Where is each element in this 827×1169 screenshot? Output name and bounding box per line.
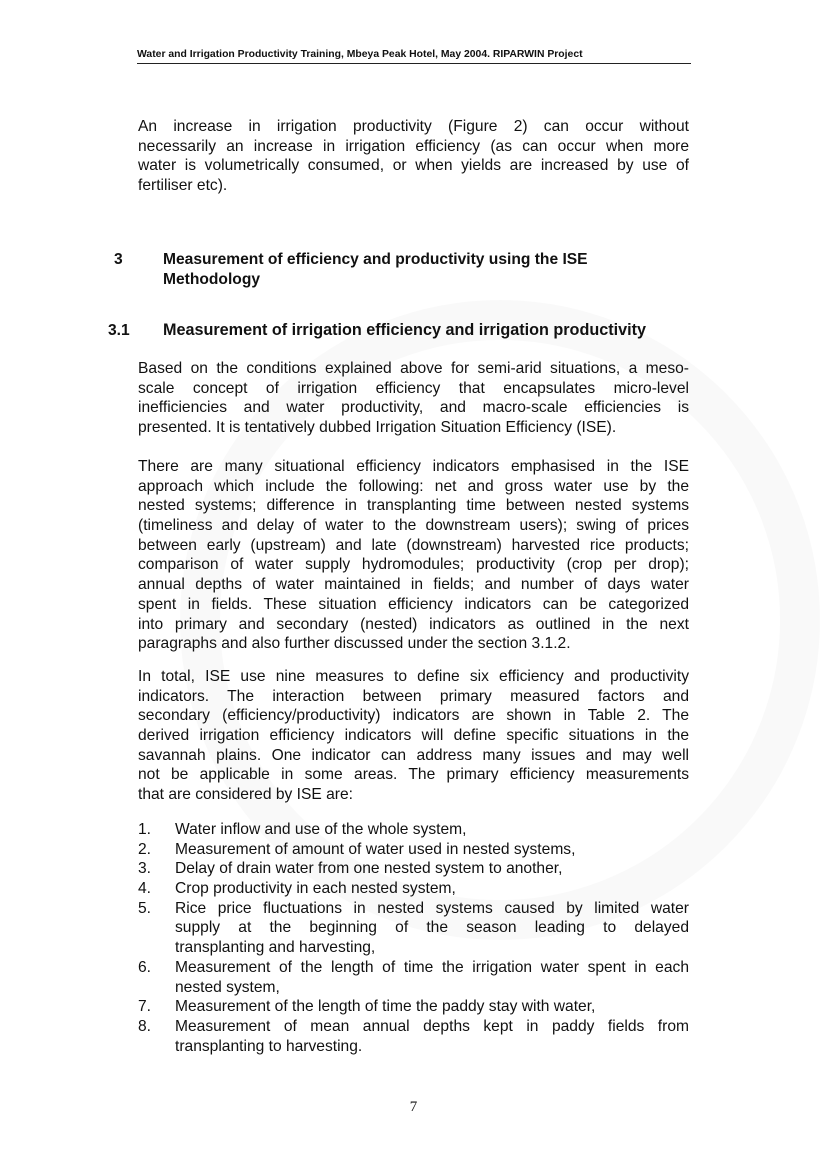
text-line: Measurement of mean annual depths kept in paddy fields from (175, 1018, 689, 1035)
section-3-1-title: Measurement of irrigation efficiency and irrigation productivity (163, 321, 647, 339)
text-line: indicators. The interaction between primary measured factors and (138, 687, 689, 705)
text-line: An increase in irrigation productivity (Figure 2) can occur without (138, 118, 689, 135)
list-item (138, 997, 689, 1017)
text-line: secondary (efficiency/productivity) indicators are shown in Table 2. The (138, 707, 689, 725)
list-number: 5. (138, 899, 152, 917)
text-line: transplanting and harvesting, (175, 939, 376, 957)
text-line: Based on the conditions explained above for semi-arid situations, a meso- (138, 360, 689, 377)
text-line: (timeliness and delay of water to the downstream users); swing of prices (138, 517, 689, 535)
list-number: 7. (138, 998, 152, 1016)
text-line: approach which include the following: net and gross water use by the (138, 477, 689, 495)
text-line: Measurement of amount of water used in nested systems, (175, 840, 576, 858)
text-line: comparison of water supply hydromodules; productivity (crop per drop); (138, 556, 689, 574)
text-line: There are many situational efficiency indicators emphasised in the ISE (138, 458, 689, 475)
list-item (138, 958, 689, 997)
text-line: Measurement of the length of time the irrigation water spent in each (175, 958, 689, 976)
section-3-title (163, 250, 588, 289)
list-number: 8. (138, 1018, 152, 1035)
list-number: 4. (138, 880, 152, 898)
list-number: 6. (138, 958, 152, 976)
list-item (138, 899, 689, 958)
text-line: transplanting to harvesting. (175, 1037, 363, 1055)
text-line: Delay of drain water from one nested system to another, (175, 860, 563, 878)
intro-paragraph (138, 117, 689, 196)
list-item (138, 1017, 689, 1056)
text-line: scale concept of irrigation efficiency that encapsulates micro-level (138, 379, 689, 397)
page-number: 7 (409, 1099, 418, 1115)
list-text (175, 997, 689, 1017)
list-number: 1. (138, 821, 152, 838)
text-line: Measurement of the length of time the paddy stay with water, (175, 998, 596, 1016)
list-text (175, 1017, 689, 1056)
text-line: that are considered by ISE are: (138, 786, 353, 804)
title-line: Measurement of efficiency and productivity using the ISE (163, 251, 588, 268)
paragraph-1 (138, 359, 689, 438)
list-item (138, 879, 689, 899)
list-item (138, 840, 689, 860)
list-item (138, 820, 689, 840)
list-text (175, 859, 689, 879)
text-line: derived irrigation efficiency indicators will define specific situations in the (138, 727, 689, 745)
section-3-number: 3 (114, 251, 123, 268)
list-number: 3. (138, 860, 152, 878)
section-3-1-number: 3.1 (108, 322, 130, 339)
list-number: 2. (138, 840, 152, 858)
paragraph-2 (138, 457, 689, 654)
text-line: paragraphs and also further discussed under the section 3.1.2. (138, 635, 571, 653)
text-line: nested systems; difference in transplanting time between nested systems (138, 497, 689, 515)
text-line: Rice price fluctuations in nested systems caused by limited water (175, 899, 689, 917)
list-text (175, 820, 689, 840)
text-line: not be applicable in some areas. The primary efficiency measurements (138, 766, 689, 784)
text-line: annual depths of water maintained in fields; and number of days water (138, 576, 689, 594)
text-line: Crop productivity in each nested system, (175, 880, 456, 898)
text-line: between early (upstream) and late (downstream) harvested rice products; (138, 536, 689, 554)
text-line: supply at the beginning of the season leading to delayed (175, 919, 689, 937)
text-line: inefficiencies and water productivity, and macro-scale efficiencies is (138, 399, 689, 417)
text-line: nested system, (175, 978, 280, 996)
paragraph-3 (138, 667, 689, 805)
list-text (175, 958, 689, 997)
text-line: spent in fields. These situation efficiency indicators can be categorized (138, 595, 689, 613)
text-line: In total, ISE use nine measures to define six efficiency and productivity (138, 668, 689, 685)
text-line: water is volumetrically consumed, or when yields are increased by use of (138, 157, 689, 175)
text-line: presented. It is tentatively dubbed Irrigation Situation Efficiency (ISE). (138, 419, 617, 437)
text-line: Water inflow and use of the whole system, (175, 821, 467, 838)
running-header: Water and Irrigation Productivity Training, Mbeya Peak Hotel, May 2004. RIPARWIN Project (137, 49, 691, 64)
list-text (175, 840, 689, 860)
text-line: savannah plains. One indicator can address many issues and may well (138, 746, 689, 764)
text-line: necessarily an increase in irrigation efficiency (as can occur when more (138, 137, 689, 155)
list-text (175, 899, 689, 958)
list-text (175, 879, 689, 899)
text-line: into primary and secondary (nested) indicators as outlined in the next (138, 615, 689, 633)
list-item (138, 859, 689, 879)
title-line: Methodology (163, 270, 261, 288)
text-line: fertiliser etc). (138, 177, 228, 195)
